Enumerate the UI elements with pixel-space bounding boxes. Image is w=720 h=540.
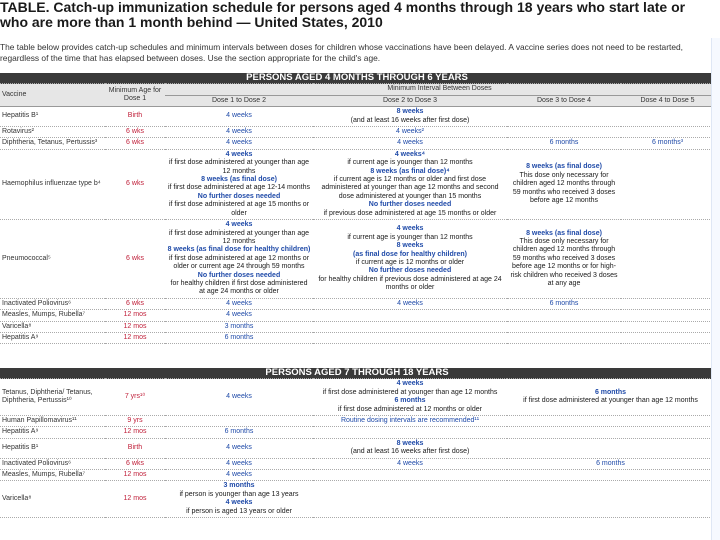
table-row	[0, 470, 714, 481]
interval-text: This dose only necessary for children aged 12 months through 59 months who received 3 doses before age 12 months	[512, 171, 616, 205]
table-row	[0, 458, 714, 469]
vaccine-name: Haemophilus influenzae type b⁴	[0, 149, 105, 219]
interval-d23	[313, 416, 507, 427]
interval-text: if first dose administered at younger than age 12 months	[322, 388, 498, 396]
table-row	[0, 127, 714, 138]
interval-d12	[165, 220, 313, 299]
header-dose4-5: Dose 4 to Dose 5	[621, 95, 714, 106]
schedule-table-4mo-6yr	[0, 73, 714, 344]
header-dose1-2: Dose 1 to Dose 2	[165, 95, 313, 106]
vaccine-name: Tetanus, Diphtheria/ Tetanus, Diphtheria, Pertussis¹⁰	[0, 379, 105, 416]
interval-text: 8 weeks (as final dose)	[526, 229, 602, 237]
interval-text: 4 weeks	[226, 128, 252, 136]
interval-text: 6 months	[549, 299, 579, 307]
interval-d12	[165, 310, 313, 321]
vaccine-name: Hepatitis B¹	[0, 438, 105, 458]
interval-d45	[621, 107, 714, 127]
interval-d23	[313, 481, 507, 518]
interval-text: 4 weeks	[226, 299, 252, 307]
interval-text: No further doses needed	[368, 201, 452, 209]
interval-text: 4 weeks	[397, 299, 423, 307]
interval-text: if person is aged 13 years or older	[186, 507, 292, 515]
interval-text: 8 weeks (as final dose)	[201, 176, 277, 184]
interval-text: for healthy children if previous dose administered at age 24 months or older	[318, 275, 502, 292]
interval-d12	[165, 438, 313, 458]
interval-text: 8 weeks	[396, 242, 424, 250]
interval-d34	[507, 321, 621, 332]
min-age: 9 yrs	[105, 416, 165, 427]
table-row	[0, 379, 714, 416]
interval-d34	[507, 138, 621, 149]
min-age: Birth	[105, 107, 165, 127]
header-dose2-3: Dose 2 to Dose 3	[313, 95, 507, 106]
vaccine-name: Human Papillomavirus¹¹	[0, 416, 105, 427]
interval-d34	[507, 458, 714, 469]
min-age: 6 wks	[105, 138, 165, 149]
interval-d23	[313, 379, 507, 416]
interval-d34	[507, 298, 621, 309]
table-row	[0, 332, 714, 343]
interval-d34	[507, 379, 714, 416]
interval-text: if first dose administered at age 12 months or older or current age 24 through 59 months	[168, 254, 310, 271]
interval-d23	[313, 298, 507, 309]
table-intro: The table below provides catch-up schedules and minimum intervals between doses for children whose vaccinations have been delayed. A vaccine series does not need to be restarted, regardless of the time that has elapsed between doses. Use the section appropriate for the child's age.	[0, 42, 683, 63]
interval-d34	[507, 416, 714, 427]
interval-text: if current age is 12 months or older and first dose administered at younger than age 12 months and second dose administered at younger than 15 months	[321, 176, 499, 200]
interval-d23	[313, 321, 507, 332]
header-vaccine: Vaccine	[0, 84, 105, 107]
vaccine-name: Diphtheria, Tetanus, Pertussis³	[0, 138, 105, 149]
table-row	[0, 149, 714, 219]
vaccine-name: Hepatitis A⁹	[0, 427, 105, 438]
interval-d34	[507, 127, 621, 138]
table-row	[0, 321, 714, 332]
interval-text: 4 weeks	[226, 311, 252, 319]
interval-text: 3 months	[224, 322, 254, 330]
interval-d12	[165, 138, 313, 149]
interval-text: 4 weeks	[226, 112, 252, 120]
interval-d23	[313, 427, 507, 438]
interval-d12	[165, 470, 313, 481]
interval-text: (and at least 16 weeks after first dose)	[350, 448, 470, 456]
interval-d23	[313, 470, 507, 481]
table-row	[0, 107, 714, 127]
interval-text: if first dose administered at age 15 months or older	[168, 201, 310, 217]
interval-d34	[507, 470, 714, 481]
interval-text: 8 weeks	[396, 439, 424, 447]
interval-text: if person is younger than age 13 years	[179, 490, 299, 498]
min-age: 7 yrs¹⁰	[105, 379, 165, 416]
vaccine-name: Inactivated Poliovirus⁶	[0, 458, 105, 469]
interval-text: 4 weeks	[226, 393, 252, 401]
interval-text: for healthy children if first dose administered at age 24 months or older	[170, 279, 308, 296]
interval-d12	[165, 379, 313, 416]
interval-d45	[621, 149, 714, 219]
interval-text: 6 months	[224, 333, 254, 341]
interval-text: if current age is 12 months or older	[355, 258, 465, 266]
interval-text: 8 weeks (as final dose)	[526, 163, 602, 171]
interval-text: No further doses needed	[197, 271, 281, 279]
interval-text: if first dose administered at younger than age 12 months	[168, 229, 310, 245]
interval-text: 6 months³	[651, 139, 684, 147]
interval-text: 8 weeks (as final dose for healthy children)	[167, 246, 311, 254]
interval-text: (as final dose for healthy children)	[353, 250, 467, 258]
interval-text: (and at least 16 weeks after first dose)	[350, 116, 470, 124]
interval-d34	[507, 332, 621, 343]
interval-text: 4 weeks	[396, 380, 424, 388]
interval-text: if first dose administered at age 12-14 months	[167, 184, 311, 192]
interval-text: 8 weeks (as final dose)⁴	[370, 167, 450, 175]
vaccine-name: Inactivated Poliovirus⁶	[0, 298, 105, 309]
interval-d12	[165, 107, 313, 127]
interval-d45	[621, 220, 714, 299]
header-min-age: Minimum Age for Dose 1	[105, 84, 165, 107]
interval-d12	[165, 149, 313, 219]
interval-d12	[165, 481, 313, 518]
min-age: 6 wks	[105, 298, 165, 309]
interval-d23	[313, 127, 507, 138]
min-age: 12 mos	[105, 332, 165, 343]
table-row	[0, 481, 714, 518]
header-dose3-4: Dose 3 to Dose 4	[507, 95, 621, 106]
interval-text: 6 months	[224, 428, 254, 436]
interval-text: 4 weeks	[396, 225, 424, 233]
header-min-interval: Minimum Interval Between Doses	[165, 84, 714, 95]
interval-d12	[165, 458, 313, 469]
vaccine-name: Varicella⁸	[0, 321, 105, 332]
interval-text: 4 weeks	[225, 150, 253, 158]
interval-d23	[313, 220, 507, 299]
interval-d23	[313, 438, 507, 458]
interval-text: 4 weeks	[397, 139, 423, 147]
table-row	[0, 416, 714, 427]
interval-text: 6 months	[594, 388, 627, 396]
interval-text: if current age is younger than 12 months	[347, 233, 473, 241]
interval-d45	[621, 310, 714, 321]
interval-d23	[313, 310, 507, 321]
interval-text: No further doses needed	[197, 192, 281, 200]
interval-d12	[165, 298, 313, 309]
section-banner-7-18yr: PERSONS AGED 7 THROUGH 18 YEARS	[0, 368, 714, 379]
interval-d45	[621, 298, 714, 309]
interval-d34	[507, 107, 621, 127]
table-row	[0, 298, 714, 309]
interval-text: 4 weeks	[226, 139, 252, 147]
interval-d23	[313, 138, 507, 149]
interval-text: 6 months	[394, 397, 426, 405]
interval-text: 6 months	[596, 459, 625, 467]
vaccine-name: Rotavirus²	[0, 127, 105, 138]
interval-text: 4 weeks	[397, 459, 423, 467]
min-age: 12 mos	[105, 321, 165, 332]
vaccine-name: Pneumococcal⁵	[0, 220, 105, 299]
interval-d45	[621, 138, 714, 149]
interval-text: 4 weeks	[225, 499, 253, 507]
min-age: 6 wks	[105, 220, 165, 299]
interval-d12	[165, 127, 313, 138]
interval-text: 4 weeks²	[395, 128, 424, 136]
interval-d12	[165, 332, 313, 343]
interval-text: Routine dosing intervals are recommended¹¹	[340, 417, 480, 425]
interval-d45	[621, 127, 714, 138]
vaccine-name: Hepatitis B¹	[0, 107, 105, 127]
interval-d34	[507, 427, 714, 438]
interval-text: if current age is younger than 12 months	[347, 159, 473, 167]
interval-d45	[621, 321, 714, 332]
interval-d12	[165, 321, 313, 332]
interval-text: This dose only necessary for children aged 12 months through 59 months who received 3 doses before age 12 months or for high-risk children who received 3 doses at any age	[510, 237, 618, 287]
interval-d34	[507, 481, 714, 518]
schedule-table-7-18yr	[0, 368, 714, 518]
interval-d23	[313, 332, 507, 343]
table-row	[0, 427, 714, 438]
interval-d23	[313, 458, 507, 469]
interval-d34	[507, 438, 714, 458]
interval-text: No further doses needed	[368, 267, 452, 275]
table-row	[0, 220, 714, 299]
interval-text: 6 months	[549, 139, 579, 147]
table-row	[0, 138, 714, 149]
table-title: TABLE. Catch-up immunization schedule for persons aged 4 months through 18 years who start late or who are more than 1 month behind — United States, 2010	[0, 0, 686, 30]
interval-text: 4 weeks	[225, 221, 253, 229]
table-row	[0, 310, 714, 321]
interval-d23	[313, 149, 507, 219]
interval-d34	[507, 149, 621, 219]
min-age: 6 wks	[105, 458, 165, 469]
min-age: 12 mos	[105, 470, 165, 481]
interval-text: 3 months	[223, 482, 255, 490]
min-age: 6 wks	[105, 127, 165, 138]
interval-text: 4 weeks	[226, 444, 252, 452]
interval-d23	[313, 107, 507, 127]
interval-d12	[165, 416, 313, 427]
vaccine-name: Varicella⁸	[0, 481, 105, 518]
section-banner-4mo-6yr: PERSONS AGED 4 MONTHS THROUGH 6 YEARS	[0, 73, 714, 84]
interval-d34	[507, 310, 621, 321]
interval-text: if first dose administered at younger than age 12 months	[523, 397, 698, 405]
min-age: 6 wks	[105, 149, 165, 219]
interval-text: if first dose administered at 12 months or older	[338, 405, 482, 413]
interval-text: 4 weeks	[226, 471, 252, 479]
min-age: 12 mos	[105, 481, 165, 518]
min-age: Birth	[105, 438, 165, 458]
interval-d34	[507, 220, 621, 299]
vaccine-name: Hepatitis A⁹	[0, 332, 105, 343]
vaccine-name: Measles, Mumps, Rubella⁷	[0, 470, 105, 481]
interval-text: if first dose administered at younger than age 12 months	[168, 159, 310, 175]
page-edge-strip	[711, 38, 720, 540]
interval-text: 4 weeks	[226, 459, 252, 467]
table-row	[0, 438, 714, 458]
interval-text: if previous dose administered at age 15 months or older	[323, 209, 497, 217]
vaccine-name: Measles, Mumps, Rubella⁷	[0, 310, 105, 321]
interval-d45	[621, 332, 714, 343]
min-age: 12 mos	[105, 310, 165, 321]
interval-text: 4 weeks⁴	[394, 150, 426, 158]
interval-d12	[165, 427, 313, 438]
interval-text: 8 weeks	[396, 108, 424, 116]
min-age: 12 mos	[105, 427, 165, 438]
